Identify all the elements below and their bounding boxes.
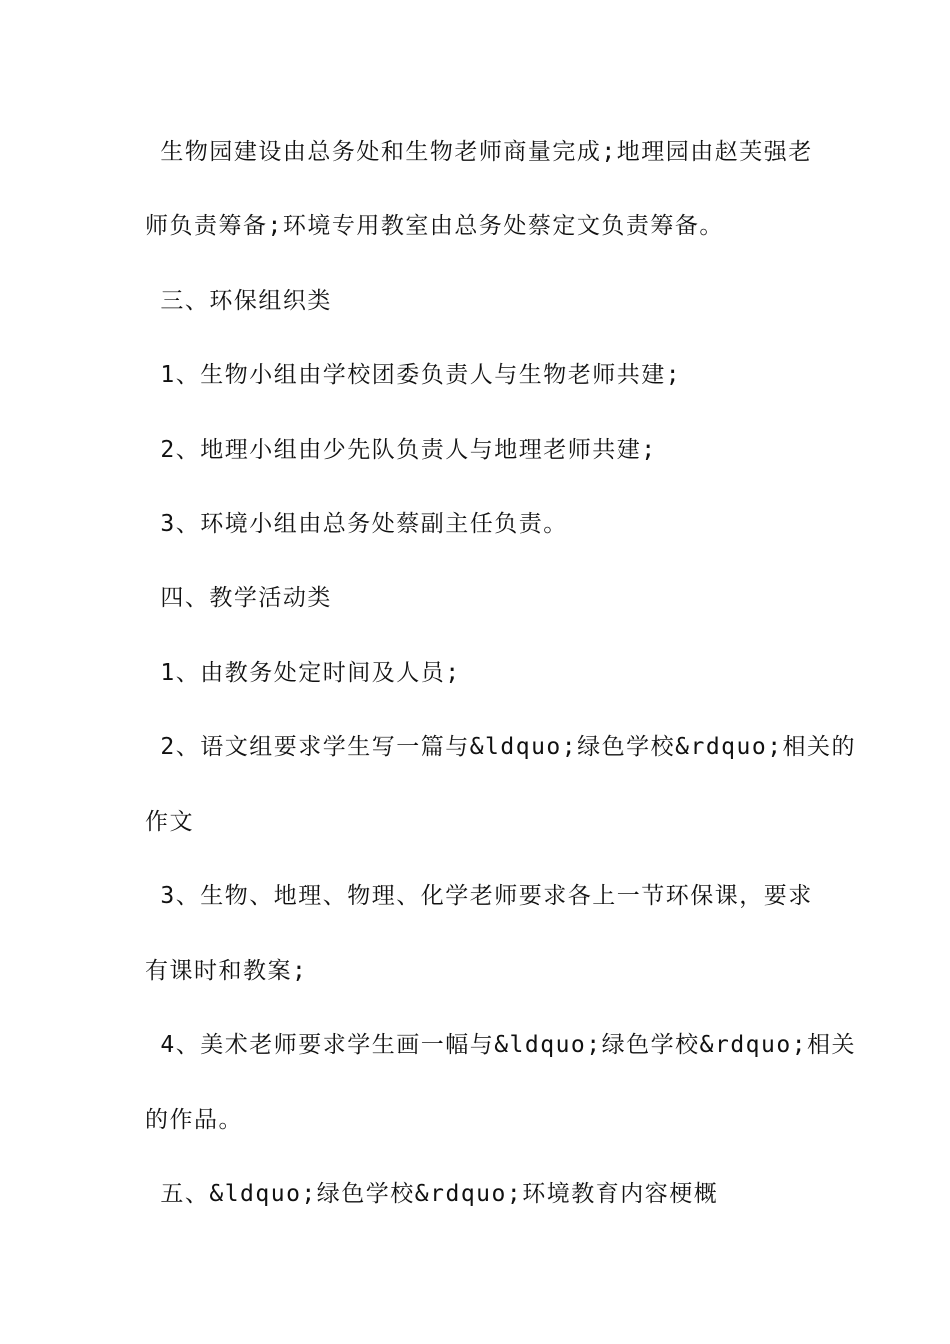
- list-item-4-1: 1、由教务处定时间及人员;: [145, 660, 461, 686]
- list-item-4-3-line-2: 有课时和教案;: [145, 958, 308, 984]
- list-item-3-1: 1、生物小组由学校团委负责人与生物老师共建;: [145, 362, 682, 388]
- paragraph-biology-garden-line-1: 生物园建设由总务处和生物老师商量完成;地理园由赵芙强老: [145, 139, 813, 165]
- list-item-3-3: 3、环境小组由总务处蔡副主任负责。: [145, 511, 568, 537]
- section-heading-4: 四、教学活动类: [145, 585, 332, 611]
- list-item-4-3-line-1: 3、生物、地理、物理、化学老师要求各上一节环保课，要求: [145, 883, 813, 909]
- list-item-4-2-line-1: 2、语文组要求学生写一篇与&ldquo;绿色学校&rdquo;相关的: [145, 734, 857, 760]
- section-heading-5: 五、&ldquo;绿色学校&rdquo;环境教育内容梗概: [145, 1181, 719, 1207]
- list-item-4-4-line-2: 的作品。: [145, 1107, 243, 1133]
- paragraph-biology-garden-line-2: 师负责筹备;环境专用教室由总务处蔡定文负责筹备。: [145, 213, 724, 239]
- list-item-3-2: 2、地理小组由少先队负责人与地理老师共建;: [145, 437, 657, 463]
- section-heading-3: 三、环保组织类: [145, 288, 332, 314]
- list-item-4-4-line-1: 4、美术老师要求学生画一幅与&ldquo;绿色学校&rdquo;相关: [145, 1032, 857, 1058]
- list-item-4-2-line-2: 作文: [145, 809, 194, 835]
